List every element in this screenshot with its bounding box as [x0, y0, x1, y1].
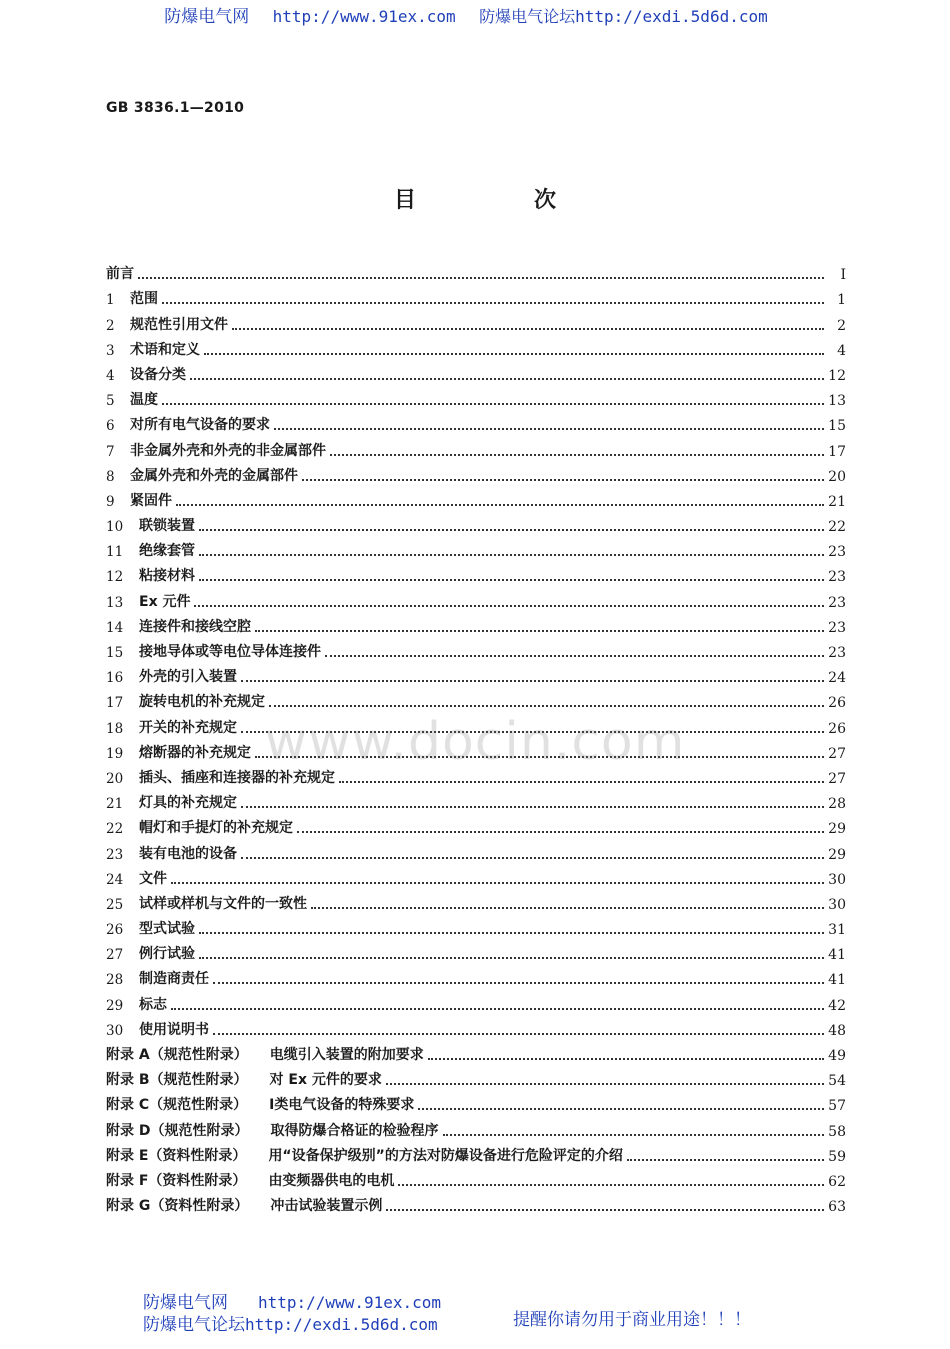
toc-annex-title: 取得防爆合格证的检验程序 — [270, 1122, 439, 1139]
toc-entry-number: 3 — [106, 342, 115, 359]
toc-entry[interactable] — [106, 535, 846, 560]
toc-entry-number: 2 — [106, 317, 115, 334]
toc-entry-label: 文件 — [139, 870, 167, 887]
toc-page-number: 22 — [828, 519, 846, 536]
footer-site-name: 防爆电气网 — [143, 1293, 228, 1313]
toc-page-number: 48 — [828, 1022, 846, 1039]
toc-leader-dots — [194, 604, 824, 607]
toc-entry[interactable] — [106, 837, 846, 862]
toc-entry-label: 联锁装置 — [139, 518, 195, 535]
toc-entry-label: 金属外壳和外壳的金属部件 — [130, 467, 298, 484]
toc-annex-title: 电缆引入装置的附加要求 — [269, 1047, 424, 1063]
toc-entry[interactable] — [106, 283, 846, 308]
toc-annex-title: 冲击试验装置示例 — [270, 1198, 383, 1215]
toc-entry-label: 熔断器的补充规定 — [139, 744, 251, 761]
toc-leader-dots — [255, 629, 824, 632]
toc-entry-label: 设备分类 — [130, 366, 186, 383]
toc-entry-label: 例行试验 — [139, 946, 195, 963]
toc-entry-label: 帽灯和手提灯的补充规定 — [139, 820, 293, 837]
toc-entry-number: 20 — [106, 770, 124, 787]
toc-leader-dots — [176, 503, 824, 506]
toc-annex-label: 附录 E（资料性附录） — [106, 1147, 247, 1164]
toc-leader-dots — [255, 755, 824, 758]
toc-leader-dots — [171, 1007, 824, 1010]
toc-annex-entry[interactable] — [106, 1089, 846, 1114]
toc-page-number: 23 — [828, 569, 846, 586]
footer-forum-link[interactable]: http://exdi.5d6d.com — [245, 1315, 438, 1334]
toc-entry[interactable] — [106, 585, 846, 610]
toc-annex-title: 对 Ex 元件的要求 — [269, 1072, 382, 1089]
banner-forum-link[interactable]: 防爆电气论坛http://exdi.5d6d.com — [479, 7, 768, 26]
toc-page-number: 59 — [828, 1148, 846, 1165]
toc-leader-dots — [386, 1208, 824, 1211]
toc-leader-dots — [398, 1183, 824, 1186]
toc-leader-dots — [204, 352, 824, 355]
toc-page-number: 27 — [828, 770, 846, 787]
toc-entry-label: 插头、插座和连接器的补充规定 — [139, 769, 335, 786]
toc-entry-label: 外壳的引入装置 — [139, 669, 237, 686]
toc-entry[interactable] — [106, 384, 846, 409]
toc-entry-number: 17 — [106, 695, 124, 712]
toc-entry[interactable] — [106, 409, 846, 434]
toc-page-number: 23 — [828, 594, 846, 611]
toc-page-number: 31 — [828, 922, 846, 939]
toc-annex-title: 由变频器供电的电机 — [268, 1172, 395, 1189]
toc-annex-label: 附录 C（规范性附录） — [106, 1097, 248, 1114]
toc-entry-label: 接地导体或等电位导体连接件 — [139, 644, 321, 660]
toc-page-number: 28 — [828, 796, 846, 813]
toc-leader-dots — [418, 1107, 824, 1110]
toc-entry[interactable] — [106, 913, 846, 938]
toc-entry-number: 29 — [106, 997, 124, 1014]
toc-entry-label: 开关的补充规定 — [139, 719, 237, 736]
toc-page-number: 23 — [828, 645, 846, 661]
toc-leader-dots — [428, 1057, 824, 1060]
toc-leader-dots — [297, 830, 824, 833]
toc-page-number: 26 — [828, 695, 846, 712]
toc-leader-dots — [190, 377, 824, 380]
toc-leader-dots — [232, 327, 824, 330]
toc-entry[interactable] — [106, 359, 846, 384]
toc-annex-title: 用“设备保护级别”的方法对防爆设备进行危险评定的介绍 — [268, 1147, 623, 1164]
footer — [143, 1292, 441, 1336]
toc-entry[interactable] — [106, 460, 846, 485]
toc-leader-dots — [199, 528, 824, 531]
toc-entry-label: 装有电池的设备 — [139, 845, 237, 862]
toc-page-number: 30 — [828, 896, 846, 913]
toc-leader-dots — [199, 553, 824, 556]
toc-entry[interactable] — [106, 686, 846, 711]
toc-entry[interactable] — [106, 434, 846, 459]
toc-entry-number: 9 — [106, 493, 115, 510]
toc-entry-number: 19 — [106, 745, 124, 762]
toc-leader-dots — [443, 1133, 825, 1136]
toc-leader-dots — [311, 906, 824, 909]
table-of-contents — [106, 258, 846, 1215]
toc-leader-dots — [241, 679, 824, 682]
toc-page-number: 54 — [828, 1073, 846, 1090]
toc-entry-number: 6 — [106, 418, 115, 435]
toc-annex-title: Ⅰ类电气设备的特殊要求 — [269, 1097, 415, 1114]
toc-page-number: 20 — [828, 468, 846, 485]
toc-page-number: 4 — [837, 342, 846, 359]
toc-annex-label: 附录 A（规范性附录） — [106, 1047, 248, 1063]
toc-leader-dots — [330, 453, 824, 456]
toc-entry[interactable] — [106, 888, 846, 913]
toc-entry-label: 标志 — [139, 996, 167, 1013]
toc-entry-number: 14 — [106, 619, 124, 636]
toc-entry-label: 紧固件 — [130, 492, 172, 509]
toc-page-number: 2 — [837, 317, 846, 334]
toc-entry-number: 30 — [106, 1022, 124, 1039]
toc-page-number: 12 — [828, 367, 846, 384]
toc-entry-number: 5 — [106, 393, 115, 410]
toc-annex-entry[interactable] — [106, 1039, 846, 1064]
document-id: GB 3836.1—2010 — [106, 100, 245, 116]
toc-page-number: 27 — [828, 745, 846, 762]
toc-page-number: 21 — [828, 493, 846, 510]
toc-annex-entry[interactable] — [106, 1190, 846, 1215]
footer-site-link[interactable]: http://www.91ex.com — [258, 1293, 442, 1312]
toc-leader-dots — [386, 1082, 824, 1085]
toc-entry-label: 旋转电机的补充规定 — [139, 694, 265, 711]
toc-page-number: 49 — [828, 1048, 846, 1064]
toc-page-number: 17 — [828, 443, 846, 460]
toc-entry-label: 规范性引用文件 — [130, 316, 228, 333]
toc-leader-dots — [213, 981, 824, 984]
toc-leader-dots — [269, 704, 824, 707]
toc-leader-dots — [199, 578, 824, 581]
toc-annex-label: 附录 F（资料性附录） — [106, 1172, 247, 1189]
toc-entry-number: 16 — [106, 670, 124, 687]
toc-page-number: 26 — [828, 720, 846, 737]
toc-annex-label: 附录 G（资料性附录） — [106, 1198, 249, 1215]
toc-leader-dots — [199, 931, 824, 934]
toc-leader-dots — [627, 1158, 824, 1161]
toc-leader-dots — [339, 780, 824, 783]
toc-page-number: Ⅰ — [840, 267, 846, 284]
toc-entry-number: 1 — [106, 292, 115, 309]
toc-entry[interactable] — [106, 711, 846, 736]
toc-entry[interactable] — [106, 334, 846, 359]
toc-entry-label: 绝缘套管 — [139, 543, 195, 560]
toc-page-number: 24 — [828, 670, 846, 687]
footer-forum-name: 防爆电气论坛 — [143, 1315, 245, 1335]
toc-leader-dots — [274, 427, 824, 430]
toc-entry-number: 10 — [106, 519, 124, 536]
toc-annex-entry[interactable] — [106, 1064, 846, 1089]
toc-page-number: 42 — [828, 997, 846, 1014]
toc-entry-label: 非金属外壳和外壳的非金属部件 — [130, 442, 326, 459]
toc-leader-dots — [162, 402, 824, 405]
toc-page-number: 29 — [828, 821, 846, 838]
toc-leader-dots — [138, 276, 824, 279]
watermark: www.docin.com — [264, 712, 686, 772]
toc-entry[interactable] — [106, 1014, 846, 1039]
toc-entry[interactable] — [106, 661, 846, 686]
toc-page-number: 41 — [828, 947, 846, 964]
toc-page-number: 23 — [828, 619, 846, 636]
toc-entry[interactable] — [106, 963, 846, 988]
page-title: 目 次 — [393, 188, 604, 213]
toc-page-number: 13 — [828, 393, 846, 410]
toc-entry-label: 型式试验 — [139, 921, 195, 938]
toc-entry[interactable] — [106, 737, 846, 762]
toc-entry[interactable] — [106, 787, 846, 812]
toc-page-number: 58 — [828, 1123, 846, 1140]
toc-entry-number: 24 — [106, 871, 124, 888]
toc-annex-label: 附录 B（规范性附录） — [106, 1072, 248, 1089]
toc-entry-number: 12 — [106, 569, 124, 586]
toc-leader-dots — [325, 654, 824, 657]
toc-annex-entry[interactable] — [106, 1114, 846, 1139]
toc-entry-label: 试样或样机与文件的一致性 — [139, 895, 307, 912]
toc-entry-label: 对所有电气设备的要求 — [130, 417, 270, 434]
toc-leader-dots — [241, 805, 824, 808]
toc-leader-dots — [302, 478, 824, 481]
toc-entry-number: 28 — [106, 972, 124, 989]
toc-entry-number: 7 — [106, 443, 115, 460]
toc-entry-number: 4 — [106, 367, 115, 384]
toc-entry-label: 连接件和接线空腔 — [139, 618, 251, 635]
toc-entry[interactable] — [106, 863, 846, 888]
toc-page-number: 30 — [828, 871, 846, 888]
toc-entry-number: 22 — [106, 821, 124, 838]
toc-annex-label: 附录 D（规范性附录） — [106, 1122, 249, 1139]
toc-entry[interactable] — [106, 510, 846, 535]
toc-leader-dots — [162, 301, 824, 304]
toc-leader-dots — [171, 881, 824, 884]
toc-entry-label: 灯具的补充规定 — [139, 795, 237, 812]
toc-entry-number: 23 — [106, 846, 124, 863]
toc-entry-number: 11 — [106, 544, 124, 561]
toc-entry-number: 27 — [106, 947, 124, 964]
toc-page-number: 63 — [828, 1199, 846, 1216]
toc-entry-label: 术语和定义 — [130, 341, 200, 358]
toc-entry-label: 粘接材料 — [139, 568, 195, 585]
toc-annex-entry[interactable] — [106, 1140, 846, 1165]
toc-entry-number: 13 — [106, 594, 124, 611]
toc-entry-label: 温度 — [130, 392, 158, 409]
toc-entry[interactable] — [106, 258, 846, 283]
toc-entry-label: 使用说明书 — [139, 1021, 209, 1038]
toc-leader-dots — [241, 730, 824, 733]
toc-entry[interactable] — [106, 812, 846, 837]
toc-entry[interactable] — [106, 560, 846, 585]
toc-leader-dots — [199, 956, 824, 959]
toc-entry-label: 前言 — [106, 266, 134, 283]
toc-entry[interactable] — [106, 308, 846, 333]
toc-entry-number: 26 — [106, 922, 124, 939]
toc-entry-label: 范围 — [130, 291, 158, 308]
toc-leader-dots — [241, 856, 824, 859]
toc-entry-label: 制造商责任 — [139, 971, 209, 988]
toc-entry-number: 25 — [106, 896, 124, 913]
toc-page-number: 15 — [828, 418, 846, 435]
toc-entry[interactable] — [106, 762, 846, 787]
toc-page-number: 62 — [828, 1173, 846, 1190]
toc-page-number: 23 — [828, 544, 846, 561]
toc-entry-number: 15 — [106, 645, 124, 661]
top-banner — [0, 2, 950, 27]
toc-entry[interactable] — [106, 938, 846, 963]
toc-entry[interactable] — [106, 485, 846, 510]
toc-entry[interactable] — [106, 636, 846, 661]
toc-entry-number: 18 — [106, 720, 124, 737]
toc-leader-dots — [213, 1032, 824, 1035]
toc-entry-label: Ex 元件 — [139, 593, 191, 610]
toc-entry[interactable] — [106, 988, 846, 1013]
toc-annex-entry[interactable] — [106, 1165, 846, 1190]
toc-page-number: 57 — [828, 1098, 846, 1115]
banner-site-link[interactable]: http://www.91ex.com — [272, 7, 456, 26]
footer-notice: 提醒你请勿用于商业用途！！！ — [513, 1310, 751, 1330]
toc-page-number: 1 — [837, 292, 846, 309]
toc-page-number: 29 — [828, 846, 846, 863]
toc-page-number: 41 — [828, 972, 846, 989]
toc-entry-number: 8 — [106, 468, 115, 485]
banner-site-name: 防爆电气网 — [164, 7, 250, 27]
toc-entry[interactable] — [106, 611, 846, 636]
toc-entry-number: 21 — [106, 796, 124, 813]
